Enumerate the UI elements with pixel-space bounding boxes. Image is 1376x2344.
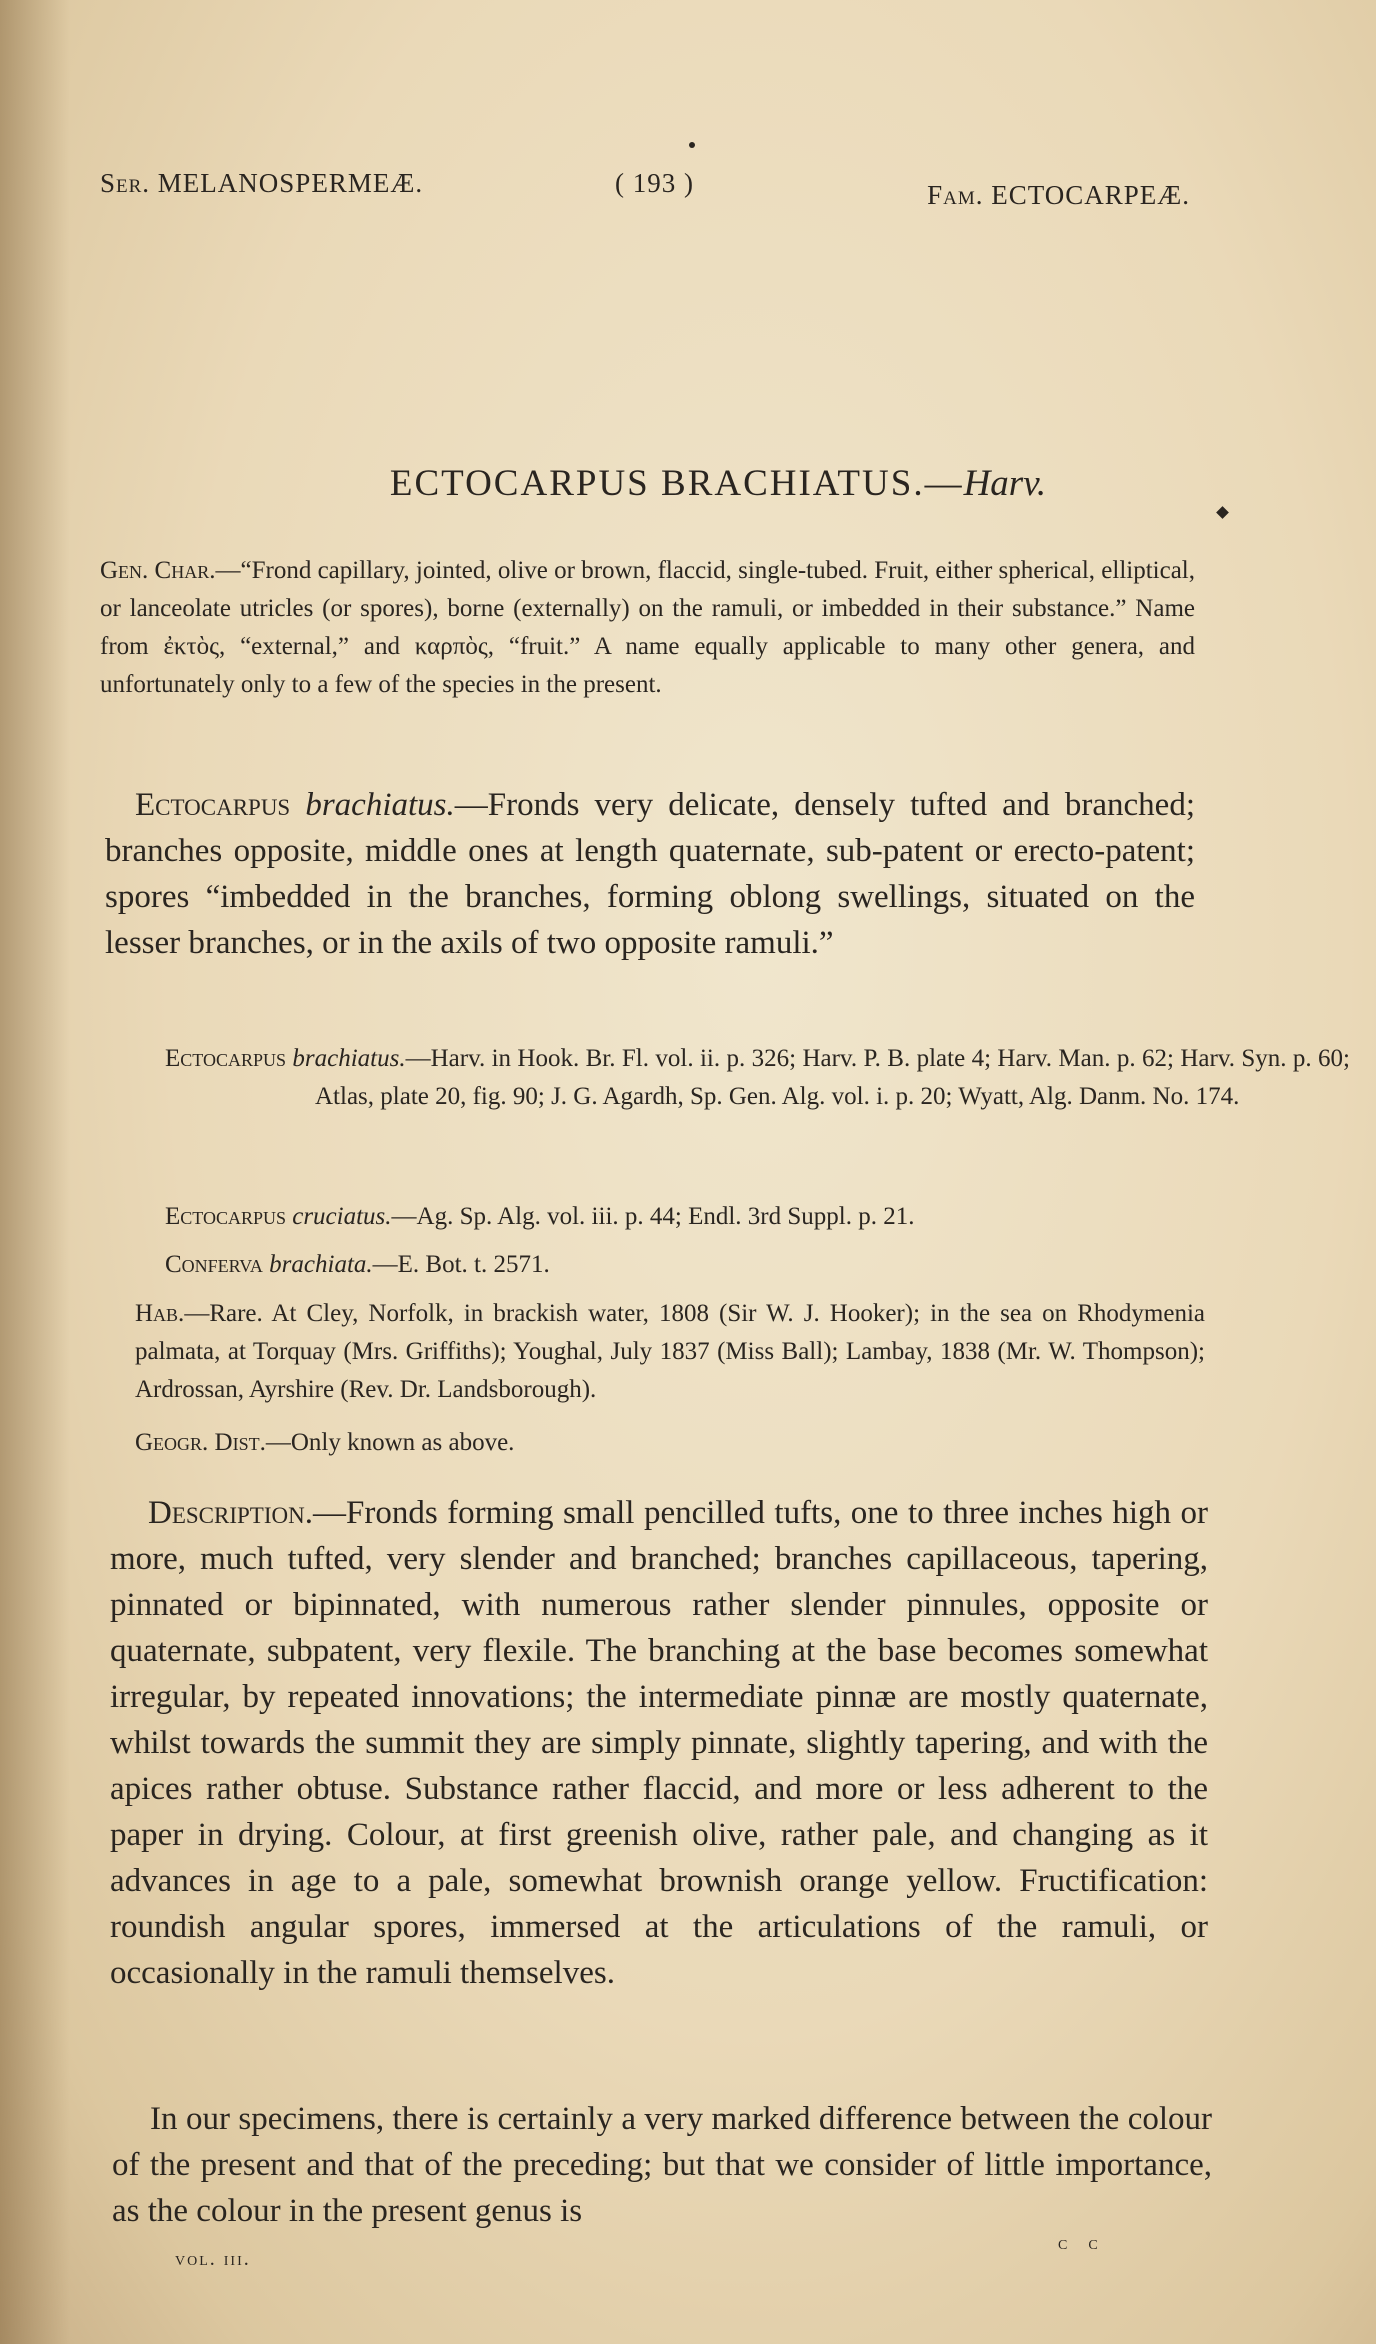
title-author: Harv. [963, 463, 1047, 504]
title-species: ECTOCARPUS BRACHIATUS.— [389, 463, 964, 504]
page-number: ( 193 ) [615, 168, 694, 198]
reference-text: —Ag. Sp. Alg. vol. iii. p. 44; Endl. 3rd Suppl. p. 21. [391, 1203, 915, 1230]
page-title [0, 462, 1376, 505]
reference-entry [165, 1198, 1200, 1236]
reference-text: —E. Bot. t. 2571. [372, 1251, 550, 1278]
reference-text: —Harv. in Hook. Br. Fl. vol. ii. p. 326; Harv. P. B. plate 4; Harv. Man. p. 62; Harv. Syn. p. 60; Atlas, plate 20, fig. 90; J. G. Agardh, Sp. Gen. Alg. vol. i. p. 20; Wyatt, Alg. Danm. No. 174. [315, 1045, 1351, 1110]
running-head-family: Fam. ECTOCARPEÆ. [927, 180, 1190, 210]
signature-mark: c c [1058, 2232, 1106, 2254]
gen-char-text: —“Frond capillary, jointed, olive or brown, flaccid, single-tubed. Fruit, either spherical, elliptical, or lanceolate utricles (or spores), borne (externally) on the ramuli, or imbedded in their substance.” Name from ἐκτὸς, “external,” and καρπὸς, “fruit.” A name equally applicable to many other genera, and unfortunately only to a few of the species in the present. [100, 557, 1195, 698]
reference-genus: Conferva [165, 1251, 263, 1278]
species-epithet: brachiatus. [305, 787, 455, 823]
volume-marker: vol. iii. [175, 2248, 251, 2270]
print-speck [689, 142, 695, 148]
reference-species: brachiatus. [292, 1045, 406, 1072]
description [110, 1490, 1208, 1996]
reference-entry [165, 1246, 1200, 1284]
habitat [135, 1295, 1205, 1409]
binding-shadow [0, 0, 70, 2344]
habitat-text: —Rare. At Cley, Norfolk, in brackish water, 1808 (Sir W. J. Hooker); in the sea on Rhodymenia palmata, at Torquay (Mrs. Griffiths); Youghal, July 1837 (Miss Ball); Lambay, 1838 (Mr. W. Thompson); Ardrossan, Ayrshire (Rev. Dr. Landsborough). [135, 1300, 1205, 1403]
reference-species: cruciatus. [292, 1203, 392, 1230]
description-label: Description. [148, 1495, 313, 1531]
running-head-series: Ser. MELANOSPERMEÆ. [100, 168, 424, 198]
reference-genus: Ectocarpus [165, 1045, 286, 1072]
habitat-label: Hab. [135, 1300, 185, 1327]
reference-genus: Ectocarpus [165, 1203, 286, 1230]
closing-paragraph-text: In our specimens, there is certainly a very marked difference between the colour of the present and that of the preceding; but that we consider of little importance, as the colour in the present genus is [112, 2101, 1212, 2229]
geogr-text: —Only known as above. [265, 1429, 515, 1456]
reference-species: brachiata. [269, 1251, 373, 1278]
reference-entry [165, 1040, 1350, 1116]
species-diagnosis [105, 782, 1195, 966]
closing-paragraph [112, 2096, 1212, 2234]
print-speck [1216, 506, 1229, 519]
species-genus: Ectocarpus [135, 787, 291, 823]
genus-character [100, 552, 1195, 704]
gen-char-label: Gen. Char. [100, 557, 216, 584]
geogr-label: Geogr. Dist. [135, 1429, 266, 1456]
geographic-distribution [135, 1424, 1205, 1462]
species-diagnosis-text: —Fronds very delicate, densely tufted and branched; branches opposite, middle ones at length quaternate, sub-patent or erecto-patent; spores “imbedded in the branches, forming oblong swellings, situated on the lesser branches, or in the axils of two opposite ramuli.” [105, 787, 1195, 961]
running-head [100, 168, 1190, 208]
description-text: —Fronds forming small pencilled tufts, one to three inches high or more, much tufted, very slender and branched; branches capillaceous, tapering, pinnated or bipinnated, with numerous rather slender pinnules, opposite or quaternate, subpatent, very flexile. The branching at the base becomes somewhat irregular, by repeated innovations; the intermediate pinnæ are mostly quaternate, whilst towards the summit they are simply pinnate, slightly tapering, and with the apices rather obtuse. Substance rather flaccid, and more or less adherent to the paper in drying. Colour, at first greenish olive, rather pale, and changing as it advances in age to a pale, somewhat brownish orange yellow. Fructification: roundish angular spores, immersed at the articulations of the ramuli, or occasionally in the ramuli themselves. [110, 1495, 1208, 1991]
